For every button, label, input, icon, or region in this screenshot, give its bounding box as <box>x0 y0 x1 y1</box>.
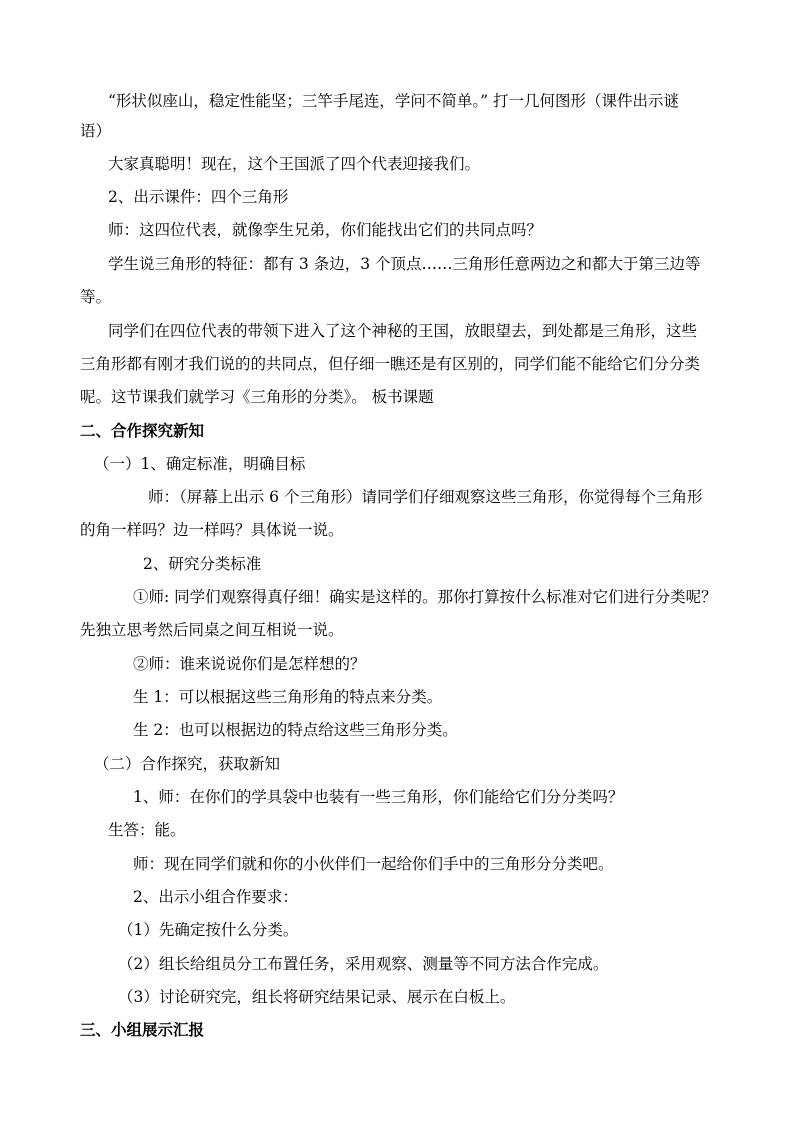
section-heading: 二、合作探究新知 <box>80 421 205 440</box>
list-item: （3）讨论研究完，组长将研究结果记录、展示在白板上。 <box>118 988 516 1006</box>
paragraph-line: 生 1：可以根据这些三角形角的特点来分类。 <box>133 688 443 706</box>
paragraph-line: 1、师：在你们的学具袋中也装有一些三角形，你们能给它们分分类吗？ <box>133 788 624 806</box>
paragraph-line: 2、出示课件：四个三角形 <box>108 188 289 206</box>
list-item: （2）组长给组员分工布置任务，采用观察、测量等不同方法合作完成。 <box>118 955 609 973</box>
subsection-heading: （一）1、确定标准，明确目标 <box>94 455 306 473</box>
paragraph-line: 生答：能。 <box>108 821 186 839</box>
paragraph-line: 师：（屏幕上出示 6 个三角形）请同学们仔细观察这些三角形，你觉得每个三角形 <box>148 488 703 506</box>
riddle-line-1: “形状似座山，稳定性能坚；三竿手尾连，学问不简单。” 打一几何图形（课件出示谜 <box>108 92 680 110</box>
riddle-line-2: 语） <box>80 122 112 140</box>
paragraph-line: 三角形都有刚才我们说的的共同点，但仔细一瞧还是有区别的，同学们能不能给它们分分类 <box>80 355 701 373</box>
paragraph-line: 的角一样吗？边一样吗？具体说一说。 <box>80 521 344 539</box>
paragraph-line: 同学们在四位代表的带领下进入了这个神秘的王国，放眼望去，到处都是三角形，这些 <box>108 322 698 340</box>
paragraph-line: 师：这四位代表，就像孪生兄弟，你们能找出它们的共同点吗？ <box>108 221 543 239</box>
paragraph-line: 2、出示小组合作要求： <box>133 888 298 906</box>
paragraph-line: 学生说三角形的特征：都有 3 条边，3 个顶点……三角形任意两边之和都大于第三边等 <box>108 255 701 273</box>
list-item: （1）先确定按什么分类。 <box>118 921 299 939</box>
paragraph-line: 大家真聪明！现在，这个王国派了四个代表迎接我们。 <box>108 155 481 173</box>
paragraph-line: 等。 <box>80 288 112 306</box>
paragraph-line: 先独立思考然后同桌之间互相说一说。 <box>80 621 344 639</box>
paragraph-line: 呢。这节课我们就学习《三角形的分类》。 板书课题 <box>80 388 434 406</box>
paragraph-line: ①师: 同学们观察得真仔细！确实是这样的。那你打算按什么标准对它们进行分类呢？ <box>133 588 717 606</box>
paragraph-line: 2、研究分类标准 <box>143 555 262 573</box>
subsection-heading: （二）合作探究，获取新知 <box>94 755 281 773</box>
paragraph-line: ②师：谁来说说你们是怎样想的？ <box>133 655 366 673</box>
paragraph-line: 生 2：也可以根据边的特点给这些三角形分类。 <box>133 721 458 739</box>
paragraph-line: 师：现在同学们就和你的小伙伴们一起给你们手中的三角形分分类吧。 <box>133 855 614 873</box>
section-heading: 三、小组展示汇报 <box>80 1020 205 1039</box>
